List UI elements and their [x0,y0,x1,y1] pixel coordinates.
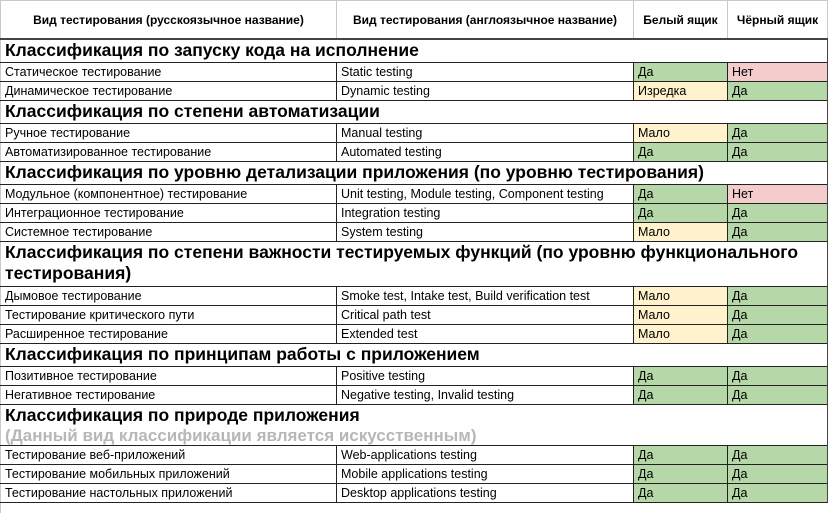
cell-ru[interactable]: Тестирование мобильных приложений [1,465,337,484]
cell-en[interactable]: Automated testing [337,143,634,162]
section-row [1,344,828,367]
cell-white-box[interactable]: Да [634,484,728,503]
cell-black-box[interactable]: Да [728,484,828,503]
cell-ru[interactable]: Негативное тестирование [1,386,337,405]
table-row [1,82,828,101]
table-row [1,204,828,223]
cell-white-box[interactable]: Изредка [634,82,728,101]
cell-en[interactable]: Static testing [337,63,634,82]
section-row [1,39,828,63]
cell-en[interactable]: Positive testing [337,367,634,386]
cell-white-box[interactable]: Мало [634,223,728,242]
header-en-name[interactable]: Вид тестирования (англоязычное название) [337,1,634,40]
cell-black-box[interactable]: Да [728,287,828,306]
section-note: (Данный вид классификации является искусственным) [5,426,477,445]
section-row [1,242,828,287]
cell-ru[interactable]: Системное тестирование [1,223,337,242]
cell-en[interactable]: Critical path test [337,306,634,325]
table-row [1,185,828,204]
cell-white-box[interactable]: Да [634,204,728,223]
cell-black-box[interactable]: Да [728,446,828,465]
cell-black-box[interactable]: Нет [728,63,828,82]
table-row [1,287,828,306]
cell-black-box[interactable]: Да [728,306,828,325]
cell-ru[interactable]: Автоматизированное тестирование [1,143,337,162]
cell-en[interactable]: Mobile applications testing [337,465,634,484]
cell-black-box[interactable]: Нет [728,185,828,204]
section-title-detail-level[interactable]: Классификация по уровню детализации приложения (по уровню тестирования) [1,162,828,185]
cell-white-box[interactable]: Мало [634,306,728,325]
cell-white-box[interactable]: Мало [634,124,728,143]
table-row [1,223,828,242]
cell-black-box[interactable]: Да [728,465,828,484]
header-black-box[interactable]: Чёрный ящик [728,1,828,40]
cell-black-box[interactable]: Да [728,143,828,162]
cell-black-box[interactable]: Да [728,82,828,101]
cell-white-box[interactable]: Да [634,143,728,162]
cell-white-box[interactable]: Да [634,367,728,386]
cell-black-box[interactable]: Да [728,204,828,223]
cell-ru[interactable]: Интеграционное тестирование [1,204,337,223]
table-row [1,143,828,162]
cell-white-box[interactable]: Да [634,446,728,465]
section-title-text: Классификация по природе приложения [5,405,360,425]
table-row [1,124,828,143]
table-row [1,446,828,465]
next-section-title-clipped[interactable] [1,503,828,514]
cell-ru[interactable]: Динамическое тестирование [1,82,337,101]
cell-black-box[interactable]: Да [728,325,828,344]
cell-en[interactable]: Negative testing, Invalid testing [337,386,634,405]
cell-en[interactable]: Manual testing [337,124,634,143]
section-title-code-execution[interactable]: Классификация по запуску кода на исполнение [1,39,828,63]
section-row [1,162,828,185]
cell-ru[interactable]: Статическое тестирование [1,63,337,82]
cell-white-box[interactable]: Да [634,63,728,82]
cell-en[interactable]: Dynamic testing [337,82,634,101]
header-ru-name[interactable]: Вид тестирования (русскоязычное название) [1,1,337,40]
cell-en[interactable]: Desktop applications testing [337,484,634,503]
table-row [1,306,828,325]
table-row [1,386,828,405]
cell-ru[interactable]: Модульное (компонентное) тестирование [1,185,337,204]
cell-white-box[interactable]: Да [634,185,728,204]
cell-en[interactable]: Integration testing [337,204,634,223]
cell-black-box[interactable]: Да [728,367,828,386]
cell-ru[interactable]: Дымовое тестирование [1,287,337,306]
cell-black-box[interactable]: Да [728,386,828,405]
cell-white-box[interactable]: Мало [634,325,728,344]
cell-ru[interactable]: Позитивное тестирование [1,367,337,386]
cell-black-box[interactable]: Да [728,124,828,143]
table-row [1,484,828,503]
cell-ru[interactable]: Тестирование настольных приложений [1,484,337,503]
cell-en[interactable]: Web-applications testing [337,446,634,465]
cell-white-box[interactable]: Мало [634,287,728,306]
cell-ru[interactable]: Тестирование веб-приложений [1,446,337,465]
cell-ru[interactable]: Расширенное тестирование [1,325,337,344]
table-row [1,465,828,484]
cell-ru[interactable]: Ручное тестирование [1,124,337,143]
table-row [1,367,828,386]
section-row [1,405,828,446]
cell-en[interactable]: Smoke test, Intake test, Build verification test [337,287,634,306]
cell-white-box[interactable]: Да [634,465,728,484]
header-white-box[interactable]: Белый ящик [634,1,728,40]
cell-en[interactable]: System testing [337,223,634,242]
cell-white-box[interactable]: Да [634,386,728,405]
table-row [1,63,828,82]
section-row [1,101,828,124]
section-title-function-importance[interactable]: Классификация по степени важности тестируемых функций (по уровню функционального тестирования) [1,242,828,287]
next-section-row-partial [1,503,828,514]
section-title-automation[interactable]: Классификация по степени автоматизации [1,101,828,124]
table-row [1,325,828,344]
cell-en[interactable]: Unit testing, Module testing, Component testing [337,185,634,204]
section-title-app-nature[interactable] [1,405,828,446]
header-row [1,1,828,40]
cell-en[interactable]: Extended test [337,325,634,344]
cell-ru[interactable]: Тестирование критического пути [1,306,337,325]
cell-black-box[interactable]: Да [728,223,828,242]
section-title-work-principles[interactable]: Классификация по принципам работы с приложением [1,344,828,367]
